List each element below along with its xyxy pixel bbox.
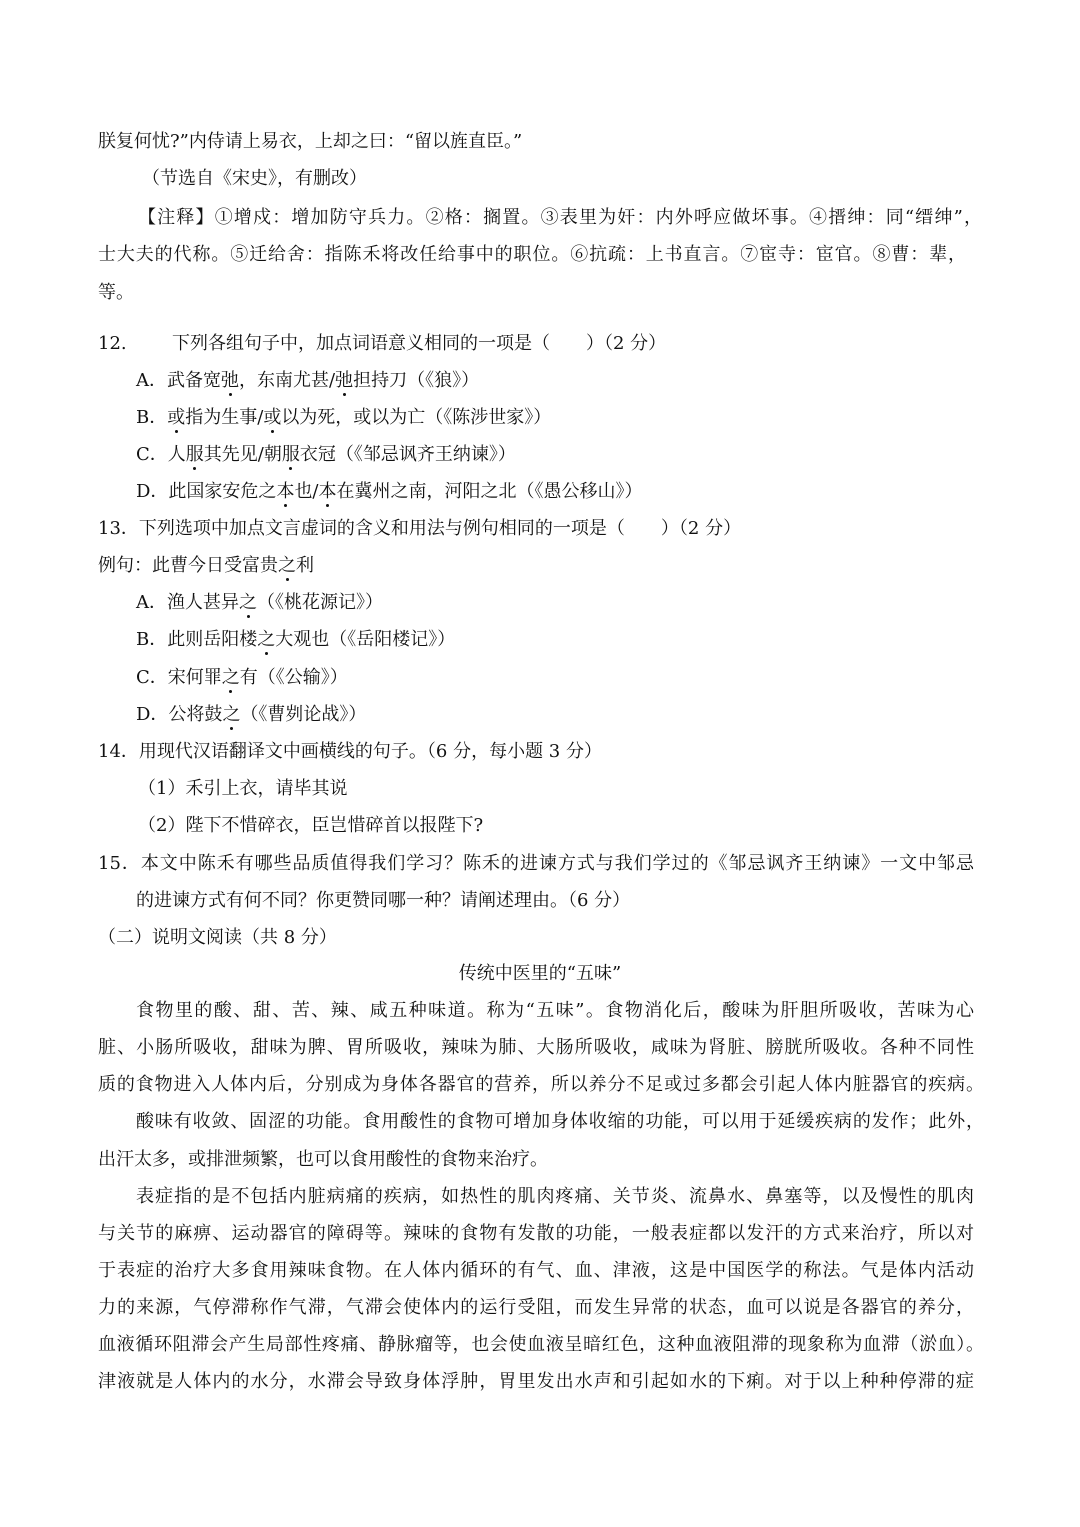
question-13-stem: 13．下列选项中加点文言虚词的含义和用法与例句相同的一项是（ ）（2 分） <box>98 518 742 539</box>
question-13-example: 例句：此曹今日受富贵之利 <box>98 555 314 576</box>
article-paragraph-line: 脏、小肠所吸收，甜味为脾、胃所吸收，辣味为肺、大肠所吸收，咸味为肾脏、膀胱所吸收。各种不同性 <box>98 1037 974 1058</box>
question-12-option-d: D．此国家安危之本也/本在冀州之南，河阳之北（《愚公移山》） <box>136 481 643 502</box>
notes-line: 等。 <box>98 282 134 303</box>
article-paragraph-line: 食物里的酸、甜、苦、辣、咸五种味道。称为“五味”。食物消化后，酸味为肝胆所吸收，苦味为心 <box>136 1000 974 1021</box>
question-12-option-b: B．或指为生事/或以为死，或以为亡（《陈涉世家》） <box>136 407 552 428</box>
question-13-option-d: D．公将鼓之（《曹刿论战》） <box>136 704 367 725</box>
article-paragraph-line: 血液循环阻滞会产生局部性疼痛、静脉瘤等，也会使血液呈暗红色，这种血液阻滞的现象称为血滞（淤血）。 <box>98 1334 984 1355</box>
question-14-sentence-2: （2）陛下不惜碎衣，臣岂惜碎首以报陛下? <box>138 815 484 836</box>
article-paragraph-line: 出汗太多，或排泄频繁，也可以食用酸性的食物来治疗。 <box>98 1149 548 1170</box>
question-13-option-a: A．渔人甚异之（《桃花源记》） <box>136 592 383 613</box>
question-15-stem-cont: 的进谏方式有何不同？你更赞同哪一种？请阐述理由。（6 分） <box>136 890 631 911</box>
question-13-option-c: C．宋何罪之有（《公输》） <box>136 667 348 688</box>
notes-line: 士大夫的代称。⑤迁给舍：指陈禾将改任给事中的职位。⑥抗疏：上书直言。⑦宦寺：宦官。⑧曹：辈， <box>98 244 966 265</box>
section-heading: （二）说明文阅读（共 8 分） <box>98 927 337 948</box>
question-12-option-a: A．武备宽弛，东南尤甚/弛担持刀（《狼》） <box>136 370 480 391</box>
question-12-option-c: C．人服其先见/朝服衣冠（《邹忌讽齐王纳谏》） <box>136 444 516 465</box>
question-14-sentence-1: （1）禾引上衣，请毕其说 <box>138 778 348 799</box>
passage-line: 朕复何忧?”内侍请上易衣，上却之曰：“留以旌直臣。” <box>98 131 523 152</box>
question-12-stem: 下列各组句子中，加点词语意义相同的一项是（ ）（2 分） <box>172 333 667 354</box>
question-15-stem: 15．本文中陈禾有哪些品质值得我们学习？陈禾的进谏方式与我们学过的《邹忌讽齐王纳谏》一文中邹忌 <box>98 853 974 874</box>
passage-source: （节选自《宋史》，有删改） <box>142 168 367 189</box>
question-12-number: 12. <box>98 333 127 354</box>
question-14-stem: 14．用现代汉语翻译文中画横线的句子。（6 分，每小题 3 分） <box>98 741 602 762</box>
article-paragraph-line: 酸味有收敛、固涩的功能。食用酸性的食物可增加身体收缩的功能，可以用于延缓疾病的发作；此外， <box>136 1111 984 1132</box>
article-paragraph-line: 于表症的治疗大多食用辣味食物。在人体内循环的有气、血、津液，这是中国医学的称法。气是体内活动 <box>98 1260 974 1281</box>
article-paragraph-line: 与关节的麻痹、运动器官的障碍等。辣味的食物有发散的功能，一般表症都以发汗的方式来治疗，所以对 <box>98 1223 974 1244</box>
article-paragraph-line: 津液就是人体内的水分，水滞会导致身体浮肿，胃里发出水声和引起如水的下痢。对于以上种种停滞的症 <box>98 1371 974 1392</box>
notes-line: 【注释】①增戍：增加防守兵力。②格：搁置。③表里为奸：内外呼应做坏事。④搢绅：同“缙绅”， <box>138 207 982 228</box>
article-paragraph-line: 表症指的是不包括内脏病痛的疾病，如热性的肌肉疼痛、关节炎、流鼻水、鼻塞等，以及慢性的肌肉 <box>136 1186 974 1207</box>
question-13-option-b: B．此则岳阳楼之大观也（《岳阳楼记》） <box>136 629 456 650</box>
article-title: 传统中医里的“五味” <box>458 963 622 984</box>
article-paragraph-line: 力的来源，气停滞称作气滞，气滞会使体内的运行受阻，而发生异常的状态，血可以说是各器官的养分， <box>98 1297 974 1318</box>
article-paragraph-line: 质的食物进入人体内后，分别成为身体各器官的营养，所以养分不足或过多都会引起人体内脏器官的疾病。 <box>98 1074 984 1095</box>
